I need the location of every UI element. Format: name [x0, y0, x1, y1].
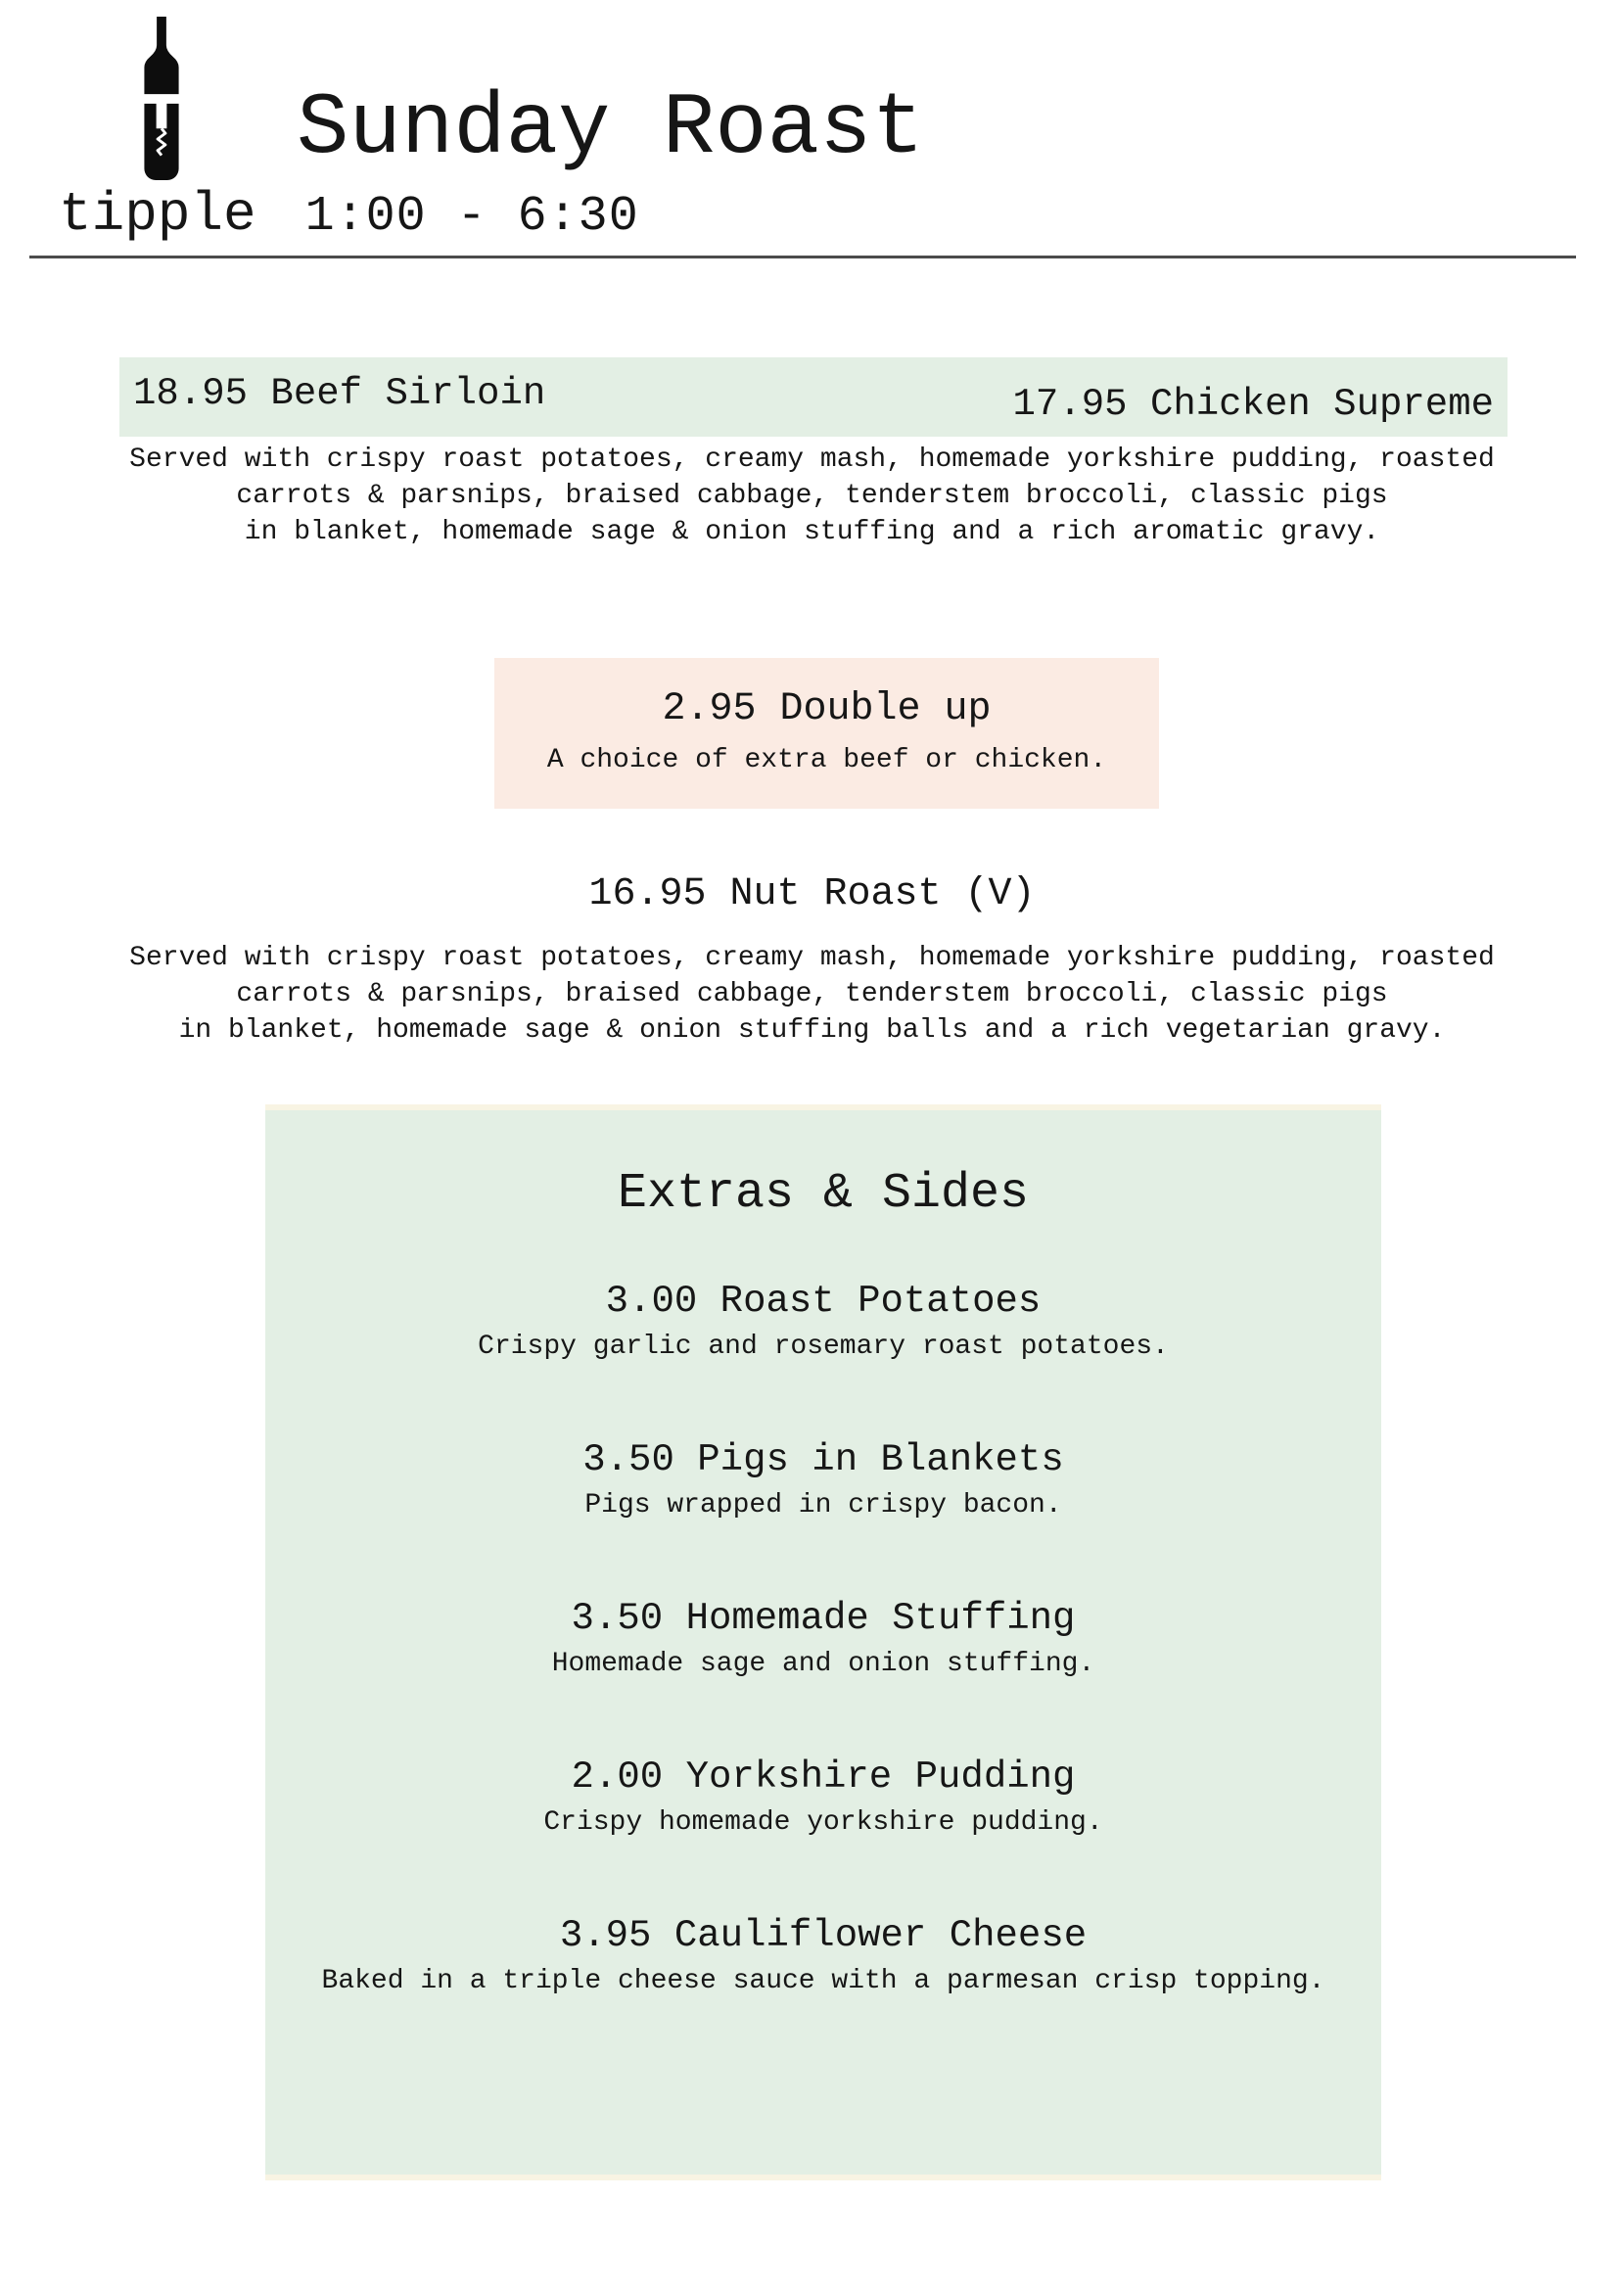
- extras-title: Extras & Sides: [617, 1166, 1030, 1222]
- extras-item-yorkshire-pudding: [265, 1754, 1381, 1842]
- menu-item-title: 3.50 Homemade Stuffing: [571, 1597, 1076, 1640]
- page-title: Sunday Roast: [297, 79, 924, 178]
- nut-roast-title: 16.95 Nut Roast (V): [588, 872, 1036, 916]
- menu-item-description: Baked in a triple cheese sauce with a parmesan crisp topping.: [321, 1966, 1325, 1996]
- nut-roast-description-line: carrots & parsnips, braised cabbage, tenderstem broccoli, classic pigs: [236, 979, 1388, 1009]
- extras-item-pigs-in-blankets: [265, 1436, 1381, 1524]
- double-up-title: 2.95 Double up: [662, 687, 992, 731]
- wine-bottle-corkscrew-icon: [142, 16, 181, 180]
- menu-item-title: 2.00 Yorkshire Pudding: [571, 1755, 1076, 1799]
- menu-item-description: Homemade sage and onion stuffing.: [551, 1649, 1095, 1679]
- extras-and-sides-box: [265, 1104, 1381, 2180]
- mains-description-line: in blanket, homemade sage & onion stuffing and a rich aromatic gravy.: [244, 517, 1380, 547]
- extras-item-cauliflower-cheese: [265, 1912, 1381, 2000]
- menu-item-description: Crispy homemade yorkshire pudding.: [543, 1807, 1103, 1838]
- menu-item-title: 3.00 Roast Potatoes: [605, 1280, 1042, 1323]
- extras-item-homemade-stuffing: [265, 1595, 1381, 1683]
- mains-banner: [119, 357, 1508, 437]
- menu-item-title: 3.95 Cauliflower Cheese: [559, 1914, 1088, 1957]
- brand-row: [59, 182, 639, 247]
- header-divider: [29, 256, 1576, 258]
- nut-roast-description-line: in blanket, homemade sage & onion stuffing balls and a rich vegetarian gravy.: [178, 1015, 1446, 1046]
- double-up-box: [494, 658, 1159, 809]
- menu-item-description: Crispy garlic and rosemary roast potatoes.: [478, 1332, 1169, 1362]
- extras-list: [265, 1278, 1381, 2000]
- mains-description-line: carrots & parsnips, braised cabbage, tenderstem broccoli, classic pigs: [236, 481, 1388, 511]
- mains-description-line: Served with crispy roast potatoes, creamy mash, homemade yorkshire pudding, roasted: [129, 445, 1495, 475]
- menu-item-title: 3.50 Pigs in Blankets: [582, 1438, 1064, 1481]
- brand-name: tipple: [59, 183, 256, 246]
- double-up-description: A choice of extra beef or chicken.: [546, 745, 1107, 775]
- chicken-supreme-label: 17.95 Chicken Supreme: [1012, 382, 1494, 426]
- serving-hours: 1:00 - 6:30: [304, 189, 639, 245]
- beef-sirloin-label: 18.95 Beef Sirloin: [133, 371, 546, 415]
- extras-item-roast-potatoes: [265, 1278, 1381, 1366]
- mains-description: [0, 442, 1624, 550]
- nut-roast-description-line: Served with crispy roast potatoes, creamy mash, homemade yorkshire pudding, roasted: [129, 943, 1495, 973]
- nut-roast-description: [0, 940, 1624, 1049]
- menu-item-description: Pigs wrapped in crispy bacon.: [584, 1490, 1062, 1521]
